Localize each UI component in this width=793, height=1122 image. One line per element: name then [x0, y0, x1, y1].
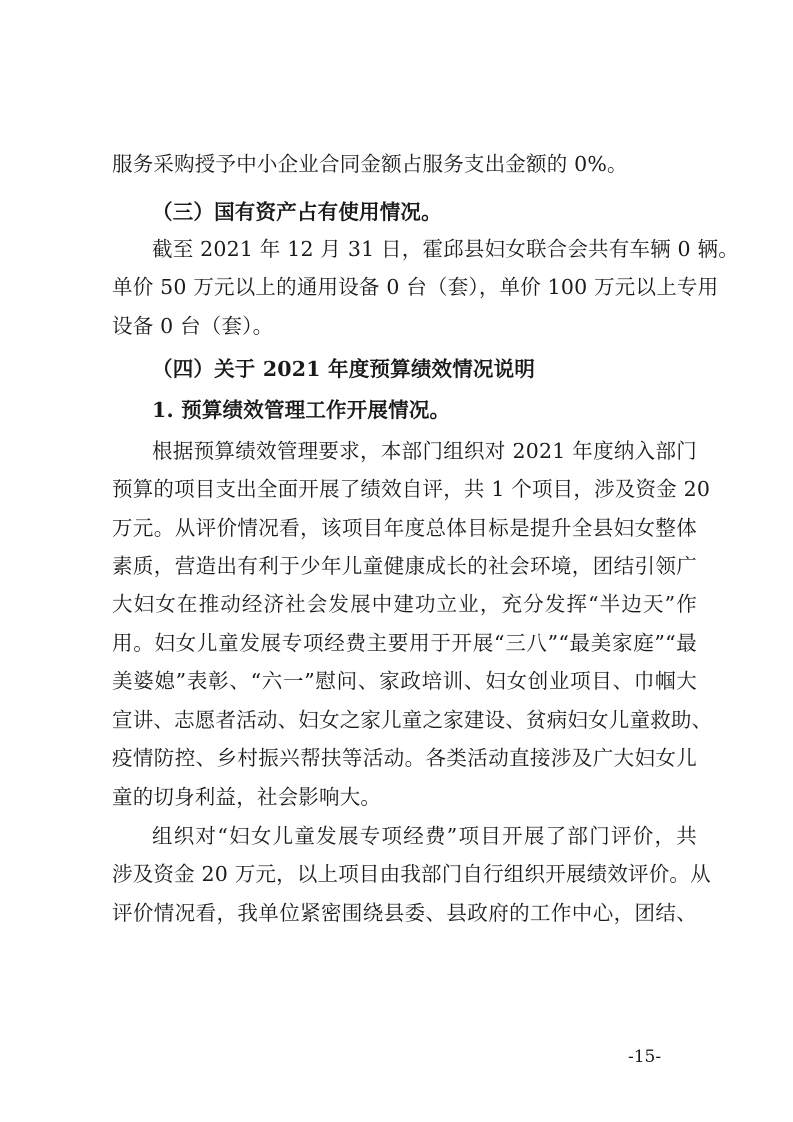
- paragraph-line: 组织对“妇女儿童发展专项经费”项目开展了部门评价，共: [152, 824, 697, 848]
- paragraph-line: 素质，营造出有利于少年儿童健康成长的社会环境，团结引领广: [112, 554, 697, 578]
- paragraph-line: 评价情况看，我单位紧密围绕县委、县政府的工作中心，团结、: [112, 901, 697, 925]
- paragraph-line: 宣讲、志愿者活动、妇女之家儿童之家建设、贫病妇女儿童救助、: [112, 708, 713, 732]
- paragraph-line: 大妇女在推动经济社会发展中建功立业，充分发挥“半边天”作: [112, 592, 697, 616]
- paragraph-line: 童的切身利益，社会影响大。: [112, 785, 382, 809]
- paragraph-line: 根据预算绩效管理要求，本部门组织对 2021 年度纳入部门: [152, 439, 697, 463]
- paragraph-line: 用。妇女儿童发展专项经费主要用于开展“三八”“最美家庭”“最: [112, 631, 697, 655]
- paragraph-line: 设备 0 台（套）。: [112, 314, 274, 338]
- paragraph-line: 预算的项目支出全面开展了绩效自评，共 1 个项目，涉及资金 20: [112, 477, 711, 501]
- paragraph-line: 万元。从评价情况看，该项目年度总体目标是提升全县妇女整体: [112, 516, 697, 540]
- paragraph-line: 单价 50 万元以上的通用设备 0 台（套），单价 100 万元以上专用: [112, 275, 719, 299]
- page-number: -15-: [628, 1047, 662, 1067]
- section-heading-assets: （三）国有资产占有使用情况。: [152, 200, 442, 224]
- paragraph-line: 美婆媳”表彰、“六一”慰问、家政培训、妇女创业项目、巾帼大: [112, 669, 697, 693]
- paragraph-line: 涉及资金 20 万元，以上项目由我部门自行组织开展绩效评价。从: [112, 862, 711, 886]
- subsection-heading: 1. 预算绩效管理工作开展情况。: [152, 398, 451, 422]
- paragraph-line: 服务采购授予中小企业合同金额占服务支出金额的 0%。: [112, 152, 628, 176]
- paragraph-line: 疫情防控、乡村振兴帮扶等活动。各类活动直接涉及广大妇女儿: [112, 746, 697, 770]
- section-heading-performance: （四）关于 2021 年度预算绩效情况说明: [152, 357, 536, 381]
- paragraph-line: 截至 2021 年 12 月 31 日，霍邱县妇女联合会共有车辆 0 辆。: [152, 237, 739, 261]
